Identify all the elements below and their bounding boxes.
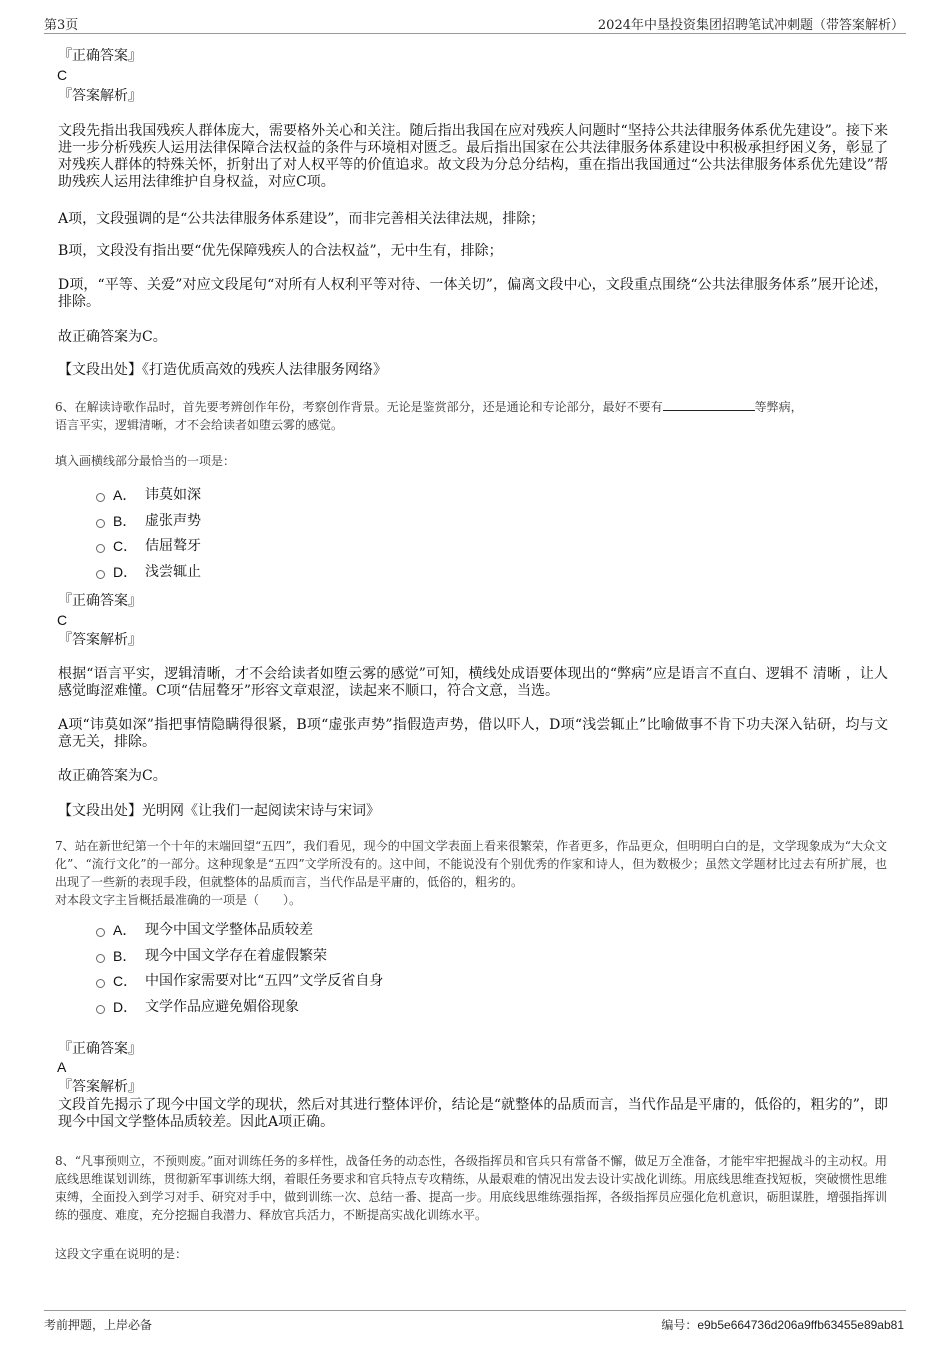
footer-divider — [44, 1310, 906, 1311]
option-d[interactable] — [96, 998, 299, 1016]
document-code — [661, 1316, 904, 1333]
option-d[interactable] — [96, 563, 201, 581]
analysis-conclusion: 故正确答案为C。 — [58, 768, 167, 784]
option-a[interactable] — [96, 486, 201, 504]
radio-icon[interactable] — [96, 954, 105, 963]
option-text: 虚张声势 — [145, 513, 201, 529]
option-letter: A． — [113, 487, 137, 503]
radio-icon[interactable] — [96, 570, 105, 579]
document-title: 2024年中垦投资集团招聘笔试冲刺题（带答案解析） — [597, 18, 904, 33]
option-text: 佶屈聱牙 — [145, 538, 201, 554]
analysis-label: 『答案解析』 — [58, 1079, 142, 1095]
radio-icon[interactable] — [96, 519, 105, 528]
option-b[interactable] — [96, 512, 201, 530]
option-text: 浅尝辄止 — [145, 564, 201, 580]
question-stem-text: 6、在解读诗歌作品时，首先要考辨创作年份，考察创作背景。无论是鉴赏部分，还是通论和专论部分，最好不要有 — [55, 400, 663, 414]
analysis-paragraph: A项“讳莫如深”指把事情隐瞒得很紧，B项“虚张声势”指假造声势，借以吓人，D项“浅尝辄止”比喻做事不肯下功夫深入钻研，均与文意无关，排除。 — [58, 717, 888, 750]
option-text: 现今中国文学存在着虚假繁荣 — [145, 948, 327, 964]
question-stem: 8、“凡事预则立，不预则废。”面对训练任务的多样性，战备任务的动态性，各级指挥员和官兵只有常备不懈，做足万全准备，才能牢牢把握战斗的主动权。用底线思维谋划训练，贯彻新军事训练大纲，着眼任务要求和官兵特点专攻精练，从最艰难的情况出发去设计实战化训练。用底线思维查找短板，突破惯性思维束缚，全面投入到学习对手、研究对手中，做到训练一次、总结一番、提高一步。用底线思维练强指挥，各级指挥员应强化危机意识，砺胆谋胜，增强指挥训练的强度、难度，充分挖掘自我潜力、释放官兵活力，不断提高实战化训练水平。 — [55, 1154, 887, 1222]
option-letter: C． — [113, 538, 138, 554]
page-number: 第3页 — [44, 18, 79, 33]
correct-answer: C — [57, 612, 68, 628]
analysis-option-a: A项，文段强调的是“公共法律服务体系建设”，而非完善相关法律法规，排除； — [58, 211, 545, 227]
correct-answer-label: 『正确答案』 — [58, 593, 142, 609]
option-letter: B． — [113, 948, 137, 964]
code-label: 编号： — [661, 1318, 698, 1332]
analysis-option-b: B项，文段没有指出要“优先保障残疾人的合法权益”，无中生有，排除； — [58, 243, 503, 259]
question-prompt: 这段文字重在说明的是： — [55, 1247, 188, 1261]
option-text: 讳莫如深 — [145, 487, 201, 503]
analysis-paragraph: 文段首先揭示了现今中国文学的现状，然后对其进行整体评价，结论是“就整体的品质而言，当代作品是平庸的，低俗的，粗劣的”，即现今中国文学整体品质较差。因此A项正确。 — [58, 1097, 888, 1130]
correct-answer-label: 『正确答案』 — [58, 1041, 142, 1057]
question-stem-text: 语言平实，逻辑清晰，才不会给读者如堕云雾的感觉。 — [55, 418, 344, 432]
correct-answer: C — [57, 67, 68, 83]
option-letter: B． — [113, 513, 137, 529]
footer-slogan: 考前押题，上岸必备 — [44, 1318, 153, 1332]
analysis-conclusion: 故正确答案为C。 — [58, 329, 167, 345]
source-citation: 【文段出处】光明网《让我们一起阅读宋诗与宋词》 — [58, 803, 380, 819]
question-prompt: 填入画横线部分最恰当的一项是： — [55, 454, 236, 468]
question-stem — [55, 398, 887, 434]
radio-icon[interactable] — [96, 1005, 105, 1014]
code-value: e9b5e664736d206a9ffb63455e89ab81 — [697, 1318, 904, 1332]
question-stem-text: 等弊病， — [754, 400, 803, 414]
option-letter: C． — [113, 973, 138, 989]
header-divider — [44, 33, 906, 34]
question-prompt: 对本段文字主旨概括最准确的一项是（ ）。 — [55, 893, 302, 907]
radio-icon[interactable] — [96, 928, 105, 937]
analysis-label: 『答案解析』 — [58, 632, 142, 648]
option-letter: D． — [113, 999, 138, 1015]
analysis-paragraph: 根据“语言平实，逻辑清晰，才不会给读者如堕云雾的感觉”可知，横线处成语要体现出的“弊病”应是语言不直白、逻辑不 清晰 ，让人感觉晦涩难懂。C项“佶屈聱牙”形容文章艰涩，读起来不顺口，符合文意，当选。 — [58, 666, 888, 699]
analysis-label: 『答案解析』 — [58, 88, 142, 104]
option-text: 现今中国文学整体品质较差 — [145, 922, 313, 938]
option-letter: D． — [113, 564, 138, 580]
option-c[interactable] — [96, 972, 383, 990]
fill-blank — [663, 398, 755, 411]
analysis-option-d: D项，“平等、关爱”对应文段尾句“对所有人权利平等对待、一体关切”，偏离文段中心，文段重点围绕“公共法律服务体系”展开论述，排除。 — [58, 277, 888, 310]
option-text: 文学作品应避免媚俗现象 — [145, 999, 299, 1015]
option-c[interactable] — [96, 537, 201, 555]
correct-answer-label: 『正确答案』 — [58, 48, 142, 64]
radio-icon[interactable] — [96, 544, 105, 553]
analysis-paragraph: 文段先指出我国残疾人群体庞大，需要格外关心和关注。随后指出我国在应对残疾人问题时“坚持公共法律服务体系优先建设”。接下来进一步分析残疾人运用法律保障合法权益的条件与环境相对匮乏。最后指出国家在公共法律服务体系建设中积极承担纾困义务，彰显了对残疾人群体的特殊关怀，折射出了对人权平等的价值追求。故文段为分总分结构，重在指出我国通过“公共法律服务体系优先建设”帮助残疾人运用法律维护自身权益，对应C项。 — [58, 123, 888, 190]
option-b[interactable] — [96, 947, 327, 965]
option-letter: A． — [113, 922, 137, 938]
radio-icon[interactable] — [96, 493, 105, 502]
correct-answer: A — [57, 1059, 67, 1075]
radio-icon[interactable] — [96, 979, 105, 988]
question-stem: 7、站在新世纪第一个十年的末端回望“五四”，我们看见，现今的中国文学表面上看来很繁荣，作者更多，作品更众，但明明白白的是，文学现象成为“大众文化”、“流行文化”的一部分。这种现象是“五四”文学所没有的。这中间，不能说没有个别优秀的作家和诗人，但为数极少；虽然文学题材比过去有所扩展，也出现了一些新的表现手段，但就整体的品质而言，当代作品是平庸的，低俗的，粗劣的。 — [55, 839, 887, 889]
option-a[interactable] — [96, 921, 313, 939]
source-citation: 【文段出处】《打造优质高效的残疾人法律服务网络》 — [58, 362, 387, 378]
option-text: 中国作家需要对比“五四”文学反省自身 — [145, 973, 384, 989]
